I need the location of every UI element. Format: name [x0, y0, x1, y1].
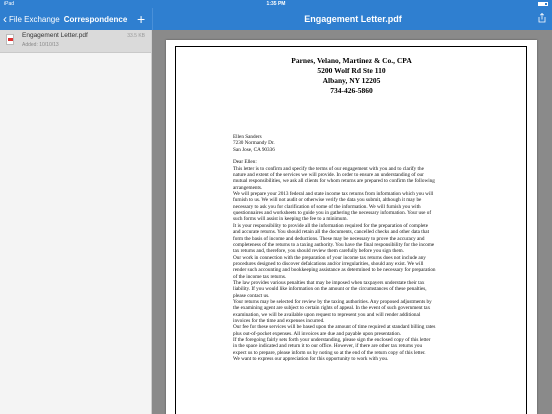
firm-phone: 734-426-5860	[330, 86, 373, 95]
pdf-viewer[interactable]	[152, 30, 552, 414]
letter-line: necessary to ask you for clarification of some of the information. We will furnish you with	[233, 203, 421, 210]
letter-line: such forms will assist in keeping the fee to a minimum.	[233, 216, 348, 223]
letter-line: It is your responsibility to provide all the information required for the preparation of complete	[233, 222, 429, 229]
letter-line: We want to express our appreciation for this opportunity to work with you.	[233, 356, 389, 363]
chevron-left-icon: ‹	[3, 12, 7, 26]
letter-line: nature and extent of the services we will provide. In order to ensure an understanding of our	[233, 172, 424, 179]
carrier-label: iPad	[4, 1, 15, 7]
firm-street: 5200 Wolf Rd Ste 110	[317, 66, 386, 75]
letter-line: We will prepare your 2013 federal and state income tax returns from information which you will	[233, 191, 434, 198]
file-list-item[interactable]	[0, 30, 151, 53]
firm-name: Parnes, Velano, Martinez & Co., CPA	[291, 56, 412, 65]
file-added-date: Added: 10/10/13	[22, 42, 59, 48]
letter-line: render such accounting and bookkeeping assistance as determined to be necessary for preparation	[233, 267, 436, 274]
letter-line: Your returns may be selected for review by the taxing authorities. Any proposed adjustments by	[233, 298, 432, 305]
back-button[interactable]	[3, 8, 127, 30]
file-name: Engagement Letter.pdf	[22, 32, 88, 39]
status-time: 1:35 PM	[266, 1, 286, 7]
letter-line: invoices for the time and expenses incurred.	[233, 317, 325, 324]
letter-line: furnish to us. We will not audit or otherwise verify the data you submit, although it may be	[233, 197, 422, 204]
file-size: 33.5 KB	[127, 33, 145, 39]
letter-greeting: Dear Ellen:	[233, 159, 257, 166]
file-list	[0, 30, 152, 414]
letter-line: liability. If you would like information on the amount or the circumstances of these penalties,	[233, 286, 427, 293]
letter-body	[233, 134, 493, 362]
address-line: Ellen Sanders	[233, 134, 262, 140]
letter-line: procedures designed to discover defalcations and/or irregularities, should any exist. We will	[233, 260, 424, 267]
letter-line: plus out-of-pocket expenses. All invoices are due and payable upon presentation.	[233, 330, 401, 337]
status-bar	[0, 0, 552, 8]
address-line: San Jose, CA 90336	[233, 146, 275, 153]
letter-line: The law provides various penalties that may be imposed when taxpayers understate their tax	[233, 279, 425, 286]
letter-line: expect us to prepare, please inform us by noting so at the end of the return copy of this letter.	[233, 349, 426, 356]
battery-icon	[538, 2, 548, 6]
letter-line: questionnaires and worksheets to guide you in gathering the necessary information. Your use of	[233, 210, 432, 217]
letter-line: tax returns and, therefore, you should review them carefully before you sign them.	[233, 248, 404, 255]
letterhead	[166, 56, 537, 96]
letter-line: completeness of the returns to a taxing authority. You have the final responsibility for the income	[233, 241, 435, 248]
letter-line: form the basis of income and deductions. These may be necessary to prove the accuracy and	[233, 235, 425, 242]
letter-line: This letter is to confirm and specify the terms of our engagement with you and to clarify the	[233, 165, 424, 172]
document-nav-bar	[152, 8, 552, 30]
letter-line: examination, we will be available upon request to represent you and will render additional	[233, 311, 421, 318]
firm-city: Albany, NY 12205	[322, 76, 381, 85]
letter-line: and accurate returns. You should retain all the documents, cancelled checks and other data that	[233, 229, 430, 236]
pdf-page	[166, 40, 537, 414]
add-button[interactable]: +	[137, 11, 146, 27]
pdf-file-icon	[6, 34, 14, 45]
letter-line: Our fee for these services will be based upon the amount of time required at standard billing rates	[233, 324, 436, 331]
sidebar-nav-bar	[0, 8, 152, 30]
letter-line: mutual responsibilities, we ask all clients for whom returns are prepared to confirm the following	[233, 178, 435, 185]
document-title: Engagement Letter.pdf	[304, 14, 402, 24]
back-button-label: File Exchange	[9, 14, 60, 24]
share-icon[interactable]	[538, 13, 546, 23]
letter-line: Our work in connection with the preparation of your income tax returns does not include any	[233, 254, 426, 261]
letter-line: If the foregoing fairly sets forth your understanding, please sign the enclosed copy of this letter	[233, 337, 431, 343]
letter-line: please contact us.	[233, 292, 270, 299]
letter-line: the examining agent are subject to certain rights of appeal. In the event of such government tax	[233, 305, 431, 312]
letter-paragraphs	[233, 166, 493, 363]
sidebar-title: Correspondence	[63, 14, 128, 24]
address-line: 7230 Normandy Dr.	[233, 140, 275, 147]
letter-line: arrangements.	[233, 184, 263, 191]
letter-line: in the space indicated and return it to our office. However, if there are other tax returns you	[233, 343, 423, 350]
letter-line: of the income tax returns.	[233, 273, 287, 280]
